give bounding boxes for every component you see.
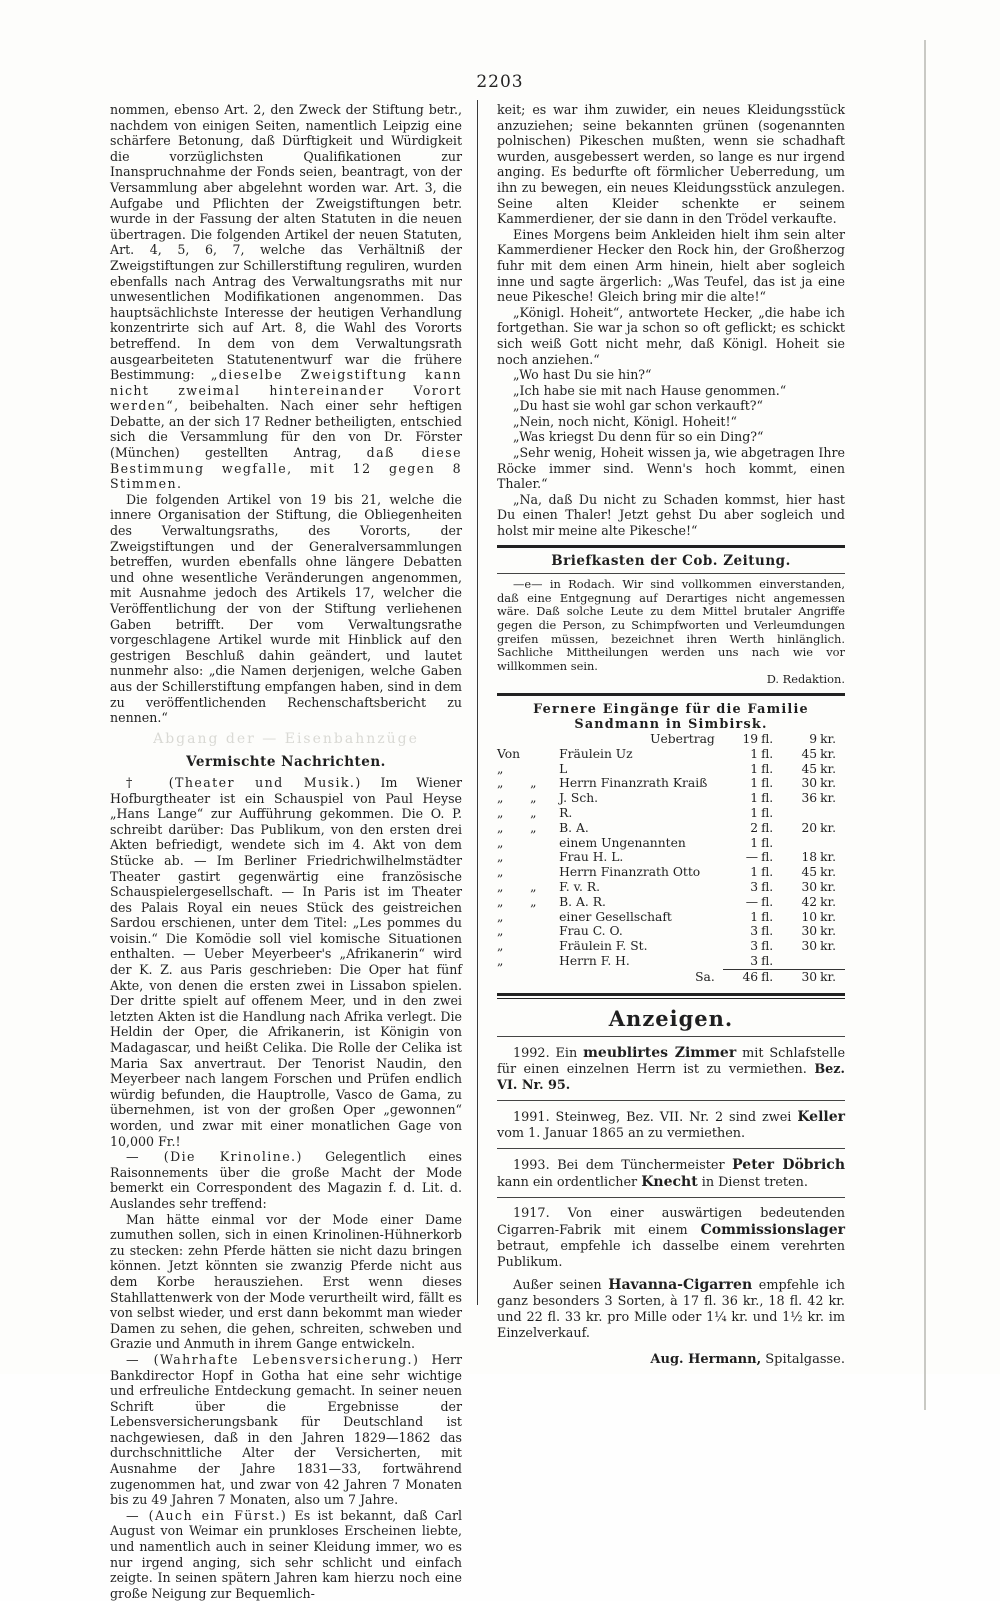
florin-unit: fl. <box>761 835 774 850</box>
news-item: — (Die Krinoline.) Gelegentlich eines Raisonnements über die große Macht der Mode bemerkt ein Correspondent des Magazin f. d. Lit. d. Auslandes sehr treffend: <box>110 1149 462 1211</box>
kreuzer-unit <box>820 806 845 821</box>
thin-rule <box>497 1148 845 1149</box>
florin-unit: fl. <box>761 939 774 954</box>
donor-name: Frau C. O. <box>559 924 623 939</box>
donation-row <box>497 776 845 791</box>
donations-title: Fernere Eingänge für die Familie Sandmann in Simbirsk. <box>533 701 809 732</box>
donation-prefix: „ <box>497 835 504 850</box>
thin-rule <box>497 1036 845 1037</box>
kreuzer-unit: kr. <box>820 894 836 909</box>
amount-kreuzer: 45 <box>801 865 818 880</box>
donation-row <box>497 791 845 806</box>
amount-florins: 1 <box>750 835 759 850</box>
florin-unit: fl. <box>761 791 774 806</box>
section-rule <box>497 545 845 548</box>
ad-room: 1992. Ein meublirtes Zimmer mit Schlafstelle für einen einzelnen Herrn ist zu vermiethen. Bez. VI. Nr. 95. <box>497 1045 846 1094</box>
donation-prefix: „ <box>497 761 504 776</box>
amount-kreuzer: 20 <box>801 820 818 835</box>
florin-unit: fl. <box>761 761 774 776</box>
ad-signature: Aug. Hermann, Spitalgasse. <box>650 1352 845 1368</box>
bleed-through-text: Abgang der — Eisenbahnzüge <box>153 730 419 747</box>
florin-unit: fl. <box>761 924 774 939</box>
donation-prefix: „ <box>497 909 504 924</box>
donation-ditto <box>530 939 559 954</box>
total-row: Sa. 46 fl. 30 kr. <box>497 969 845 984</box>
donation-row <box>497 821 845 836</box>
donation-prefix: „ <box>497 791 504 806</box>
donor-name: F. v. R. <box>559 879 601 894</box>
dialogue-line: „Na, daß Du nicht zu Schaden kommst, hier hast Du einen Thaler! Jetzt gehst Du aber sogleich und holst mir meine alte Pikesche!“ <box>497 491 845 539</box>
amount-kreuzer: 10 <box>801 909 818 924</box>
amount-florins: 1 <box>750 746 759 761</box>
donation-ditto: „ <box>530 894 537 909</box>
donation-row <box>497 910 845 925</box>
donation-row <box>497 954 845 969</box>
amount-kreuzer <box>786 954 820 969</box>
news-item: † (Theater und Musik.) Im Wiener Hofburgtheater ist ein Schauspiel von Paul Heyse „Hans Lange“ zur Aufführung gekommen. Die O. P. schreibt darüber: Das Publikum, von den ersten drei Akten befriedigt, wendete sich im 4. Akt von dem Stücke ab. — Im Berliner Friedrichwilhelmstädter Theater gastirt gegenwärtig eine französische Schauspielergesellschaft. — In Paris ist im Theater des Palais Royal ein neues Stück des geistreichen Sardou erschienen, unter dem Titel: „Les pommes du voisin.“ Die Komödie soll viel komische Situationen enthalten. — Ueber Meyerbeer's „Afrikanerin“ wird der K. Z. aus Paris geschrieben: Die Oper hat fünf Akte, von denen die ersten zwei in Lissabon spielen. Der dritte spielt auf offenem Meer, und in den zwei letzten Akten ist die Handlung nach Afrika verlegt. Die Heldin der Oper, die Afrikanerin, ist Königin von Madagascar, und heißt Celika. Die Rolle der Celika ist Maria Sax anvertraut. Der Tenorist Naudin, den Meyerbeer nach langem Forschen und Prüfen endlich würdig befunden, die Hauptrolle, Vasco de Gama, zu übernehmen, ist von der großen Oper „gewonnen“ worden, und zwar mit einer monatlichen Gage von 10,000 Fr.! <box>110 774 462 1149</box>
donation-row <box>497 850 845 865</box>
donor-name: Herrn Finanzrath Kraiß <box>559 776 708 791</box>
amount-florins: 1 <box>750 791 759 806</box>
donation-ditto: „ <box>530 879 537 894</box>
donation-prefix: „ <box>497 865 504 880</box>
amount-kreuzer: 45 <box>801 746 818 761</box>
briefkasten-title: Briefkasten der Cob. Zeitung. <box>551 552 791 569</box>
right-column <box>497 102 845 1368</box>
thin-rule <box>497 1100 845 1101</box>
florin-unit: fl. <box>761 894 774 909</box>
donor-name: L <box>559 761 568 776</box>
amount-kreuzer: 45 <box>801 761 818 776</box>
donor-name: Herrn F. H. <box>559 954 630 969</box>
section-title: Vermischte Nachrichten. <box>186 754 386 771</box>
amount-florins: — <box>745 850 759 865</box>
donation-row <box>497 924 845 939</box>
donation-row <box>497 895 845 910</box>
donation-ditto <box>530 836 559 851</box>
kreuzer-unit: kr. <box>820 761 836 776</box>
ads-title: Anzeigen. <box>608 1005 734 1031</box>
florin-unit: fl. <box>761 865 774 880</box>
donor-name: Frau H. L. <box>559 850 624 865</box>
dialogue-line: „Sehr wenig, Hoheit wissen ja, wie abgetragen Ihre Röcke immer sind. Wenn's hoch kommt, einen Thaler.“ <box>497 445 845 492</box>
news-item: — (Auch ein Fürst.) Es ist bekannt, daß Carl August von Weimar ein prunkloses Erscheinen liebte, und namentlich auch in seiner Kleidung immer, wo es nur irgend anging, sich sehr schlicht und einfach zeigte. In seinen spätern Jahren kam hierzu noch eine große Neigung zur Bequemlich- <box>110 1507 463 1601</box>
ad-cigars-continued: Außer seinen Havanna-Cigarren empfehle ich ganz besonders 3 Sorten, à 17 fl. 36 kr., 18 fl. 42 kr. und 22 fl. 33 kr. pro Mille oder 1¼ kr. und 1½ kr. im Einzelverkauf. <box>497 1277 845 1342</box>
amount-kreuzer: 30 <box>801 879 818 894</box>
ad-servant: 1993. Bei dem Tünchermeister Peter Döbrich kann ein ordentlicher Knecht in Dienst treten. <box>497 1157 845 1191</box>
amount-florins: 1 <box>750 805 759 820</box>
donation-row <box>497 762 845 777</box>
donation-prefix: „ <box>497 850 504 865</box>
thin-rule <box>497 1197 845 1198</box>
kreuzer-unit: kr. <box>820 791 836 806</box>
kreuzer-unit: kr. <box>820 776 836 791</box>
kreuzer-unit: kr. <box>820 865 836 880</box>
amount-florins: 3 <box>750 879 759 894</box>
dialogue-line: „Ich habe sie mit nach Hause genommen.“ <box>513 382 787 398</box>
donation-ditto <box>530 762 559 777</box>
donation-row <box>497 865 845 880</box>
story-paragraph: keit; es war ihm zuwider, ein neues Kleidungsstück anzuziehen; seine bekannten grünen (sogenannten polnischen) Pikeschen mußten, wenn sie schadhaft wurden, ausgebessert werden, so lange es nur irgend anging. Es bedurfte oft förmlicher Ueberredung, um ihn zu bewegen, ein neues Kleidungsstück anzulegen. Seine alten Kleider schenkte er seinem Kammerdiener, der sie dann in den Trödel verkaufte. <box>497 102 845 227</box>
donor-name: Fräulein Uz <box>559 746 633 761</box>
amount-florins: 3 <box>750 924 759 939</box>
carry-over-row: Uebertrag 19 fl. 9 kr. <box>650 731 836 746</box>
donation-prefix: „ <box>497 924 504 939</box>
kreuzer-unit <box>820 836 845 851</box>
donation-ditto <box>530 954 559 969</box>
florin-unit: fl. <box>761 776 774 791</box>
florin-unit: fl. <box>761 746 774 761</box>
dialogue-line: „Nein, noch nicht, Königl. Hoheit!“ <box>513 413 737 429</box>
donation-ditto <box>530 747 559 762</box>
donation-row <box>497 939 845 954</box>
kreuzer-unit: kr. <box>820 909 836 924</box>
donor-name: Fräulein F. St. <box>559 939 648 954</box>
donor-name: einer Gesellschaft <box>559 909 672 924</box>
dialogue-line: „Du hast sie wohl gar schon verkauft?“ <box>513 398 763 414</box>
donation-prefix: „ <box>497 939 504 954</box>
amount-florins: 3 <box>750 953 759 968</box>
story-paragraph: „Königl. Hoheit“, antwortete Hecker, „die habe ich fortgethan. Sie war ja schon so oft geflickt; es schickt sich weiß Gott nicht mehr, daß Königl. Hoheit sie noch anziehen.“ <box>497 304 845 367</box>
amount-kreuzer: 18 <box>801 850 818 865</box>
florin-unit: fl. <box>761 909 774 924</box>
kreuzer-unit: kr. <box>820 820 836 835</box>
amount-kreuzer: 36 <box>801 791 818 806</box>
donation-row <box>497 806 845 821</box>
donor-name: Herrn Finanzrath Otto <box>559 865 701 880</box>
florin-unit: fl. <box>761 953 774 968</box>
donor-name: B. A. <box>559 820 589 835</box>
left-column <box>110 102 462 1601</box>
donation-prefix: „ <box>497 879 504 894</box>
scan-edge <box>924 40 926 1410</box>
page-number: 2203 <box>476 72 524 92</box>
donation-ditto <box>530 924 559 939</box>
amount-florins: 1 <box>750 865 759 880</box>
donation-prefix: Von <box>497 746 521 761</box>
donor-name: R. <box>559 805 573 820</box>
article-paragraph: Die folgenden Artikel von 19 bis 21, welche die innere Organisation der Stiftung, die Obliegenheiten des Verwaltungsraths, des Vororts, der Zweigstiftungen und der Generalversammlungen betreffen, wurden ebenfalls ohne längere Debatten und ohne wesentliche Veränderungen angenommen, mit Ausnahme jedoch des Artikels 17, welcher die Veröffentlichung der von der Stiftung verliehenen Gaben betrifft. Der vom Verwaltungsrathe vorgeschlagene Artikel wurde mit Hinblick auf den gestrigen Beschluß dahin geändert, und lautet nunmehr also: „die Namen derjenigen, welche Gaben aus der Schillerstiftung empfangen haben, sind in dem zu veröffentlichenden Rechenschaftsbericht zu nennen.“ <box>110 491 462 726</box>
donation-ditto: „ <box>530 791 537 806</box>
donation-prefix: „ <box>497 776 504 791</box>
ad-cigars: 1917. Von einer auswärtigen bedeutenden Cigarren-Fabrik mit einem Commissionslager betraut, empfehle ich dasselbe einem verehrten Publikum. <box>497 1206 845 1271</box>
amount-kreuzer: 30 <box>801 776 818 791</box>
dialogue-line: „Wo hast Du sie hin?“ <box>513 367 652 383</box>
kreuzer-unit: kr. <box>820 850 836 865</box>
donor-name: einem Ungenannten <box>559 835 686 850</box>
florin-unit: fl. <box>761 805 774 820</box>
donation-ditto <box>530 865 559 880</box>
donation-prefix: „ <box>497 894 504 909</box>
news-item: — (Wahrhafte Lebensversicherung.) Herr Bankdirector Hopf in Gotha hat eine sehr wichtige und erfreuliche Entdeckung gemacht. In seiner neuen Schrift über die Ergebnisse der Lebensversicherungsbank für Deutschland ist nachgewiesen, daß in den Jahren 1829—1862 das durchschnittliche Alter der Versicherten, mit Ausnahme der Jahre 1831—33, fortwährend zugenommen hat, und zwar von 42 Jahren 7 Monaten bis zu 49 Jahren 7 Monaten, also um 7 Jahre. <box>110 1351 462 1508</box>
donations-table <box>497 732 845 985</box>
kreuzer-unit: kr. <box>820 879 836 894</box>
thin-rule <box>497 573 845 574</box>
donation-prefix: „ <box>497 805 504 820</box>
news-quote: Man hätte einmal vor der Mode einer Dame zumuthen sollen, sich in einen Krinolinen-Hühnerkorb zu stecken: zehn Pferde hätten sie nicht dazu bringen können. Jetzt könnten sie zwanzig Pferde nicht aus dem Korbe herausziehen. Erst wenn dieses Stahllattenwerk von der Mode verurtheilt wird, fällt es von selbst wieder, und erst dann bekommt man wieder Damen zu sehen, die gehen, schreiten, schweben und Grazie und Anmuth in ihrem Gange entwickeln. <box>110 1211 462 1352</box>
donation-row <box>497 880 845 895</box>
briefkasten-text: —e— in Rodach. Wir sind vollkommen einverstanden, daß eine Entgegnung auf Derartiges nicht angemessen wäre. Daß solche Leute zu dem Mittel brutaler Angriffe gegen die Person, zu Schimpfworten und Verleumdungen greifen müssen, bezeichnet ihren Werth hinlänglich. Sachliche Mittheilungen werden uns nach wie vor willkommen sein. <box>497 577 845 673</box>
florin-unit: fl. <box>761 820 774 835</box>
donation-ditto <box>530 910 559 925</box>
donation-ditto: „ <box>530 805 537 820</box>
kreuzer-unit: kr. <box>820 924 836 939</box>
donation-ditto <box>530 850 559 865</box>
article-paragraph: nommen, ebenso Art. 2, den Zweck der Stiftung betr., nachdem von einigen Seiten, namentlich Leipzig eine schärfere Betonung, daß Dürftigkeit und Würdigkeit die vorzüglichsten Qualifikationen zur Inanspruchnahme der Fonds seien, beantragt, von der Versammlung aber abgelehnt worden war. Art. 3, die Aufgabe und Pflichten der Zweigstiftungen betr. wurde in der Fassung der alten Statuten in die neuen übertragen. Die folgenden Artikel der neuen Statuten, Art. 4, 5, 6, 7, welche das Verhältniß der Zweigstiftungen zur Schillerstiftung reguliren, wurden ebenfalls nach Antrag des Verwaltungsraths mit nur unwesentlichen Modifikationen angenommen. Das hauptsächlichste Interesse der heutigen Verhandlung konzentrirte sich auf Art. 8, die Wahl des Vororts betreffend. In dem von dem Verwaltungsrath ausgearbeiteten Statutenentwurf war die frühere Bestimmung: „dieselbe Zweigstiftung kann nicht zweimal hintereinander Vorort werden“, beibehalten. Nach einer sehr heftigen Debatte, an der sich 17 Redner betheiligten, entschied sich die Versammlung für den von Dr. Förster (München) gestellten Antrag, daß diese Bestimmung wegfalle, mit 12 gegen 8 Stimmen. <box>110 102 462 492</box>
amount-kreuzer <box>786 836 820 851</box>
section-double-rule <box>497 993 845 999</box>
kreuzer-unit <box>820 954 845 969</box>
donation-ditto: „ <box>530 820 537 835</box>
donor-name: B. A. R. <box>559 894 606 909</box>
donation-ditto: „ <box>530 776 537 791</box>
amount-florins: 1 <box>750 909 759 924</box>
amount-florins: 3 <box>750 939 759 954</box>
story-paragraph: Eines Morgens beim Ankleiden hielt ihm sein alter Kammerdiener Hecker den Rock hin, der Großherzog fuhr mit dem einen Arm hinein, hielt aber sogleich inne und sagte ärgerlich: „Was Teufel, das ist ja eine neue Pikesche! Gleich bring mir die alte!“ <box>497 226 845 305</box>
donor-name: J. Sch. <box>559 791 599 806</box>
kreuzer-unit: kr. <box>820 746 836 761</box>
amount-kreuzer: 30 <box>801 939 818 954</box>
donation-prefix: „ <box>497 820 504 835</box>
amount-florins: 1 <box>750 761 759 776</box>
amount-kreuzer: 30 <box>801 924 818 939</box>
amount-kreuzer <box>786 806 820 821</box>
donation-row <box>497 747 845 762</box>
amount-kreuzer: 42 <box>801 894 818 909</box>
amount-florins: 1 <box>750 776 759 791</box>
ad-cellar: 1991. Steinweg, Bez. VII. Nr. 2 sind zwei Keller vom 1. Januar 1865 an zu vermiethen. <box>497 1109 845 1142</box>
kreuzer-unit: kr. <box>820 939 836 954</box>
briefkasten-signature: D. Redaktion. <box>766 672 845 687</box>
amount-florins: 2 <box>750 820 759 835</box>
florin-unit: fl. <box>761 850 774 865</box>
column-divider <box>477 100 478 1305</box>
florin-unit: fl. <box>761 879 774 894</box>
donation-row <box>497 836 845 851</box>
donation-prefix: „ <box>497 954 504 969</box>
amount-florins: — <box>745 894 759 909</box>
dialogue-line: „Was kriegst Du denn für so ein Ding?“ <box>513 429 764 445</box>
section-rule <box>497 693 845 696</box>
